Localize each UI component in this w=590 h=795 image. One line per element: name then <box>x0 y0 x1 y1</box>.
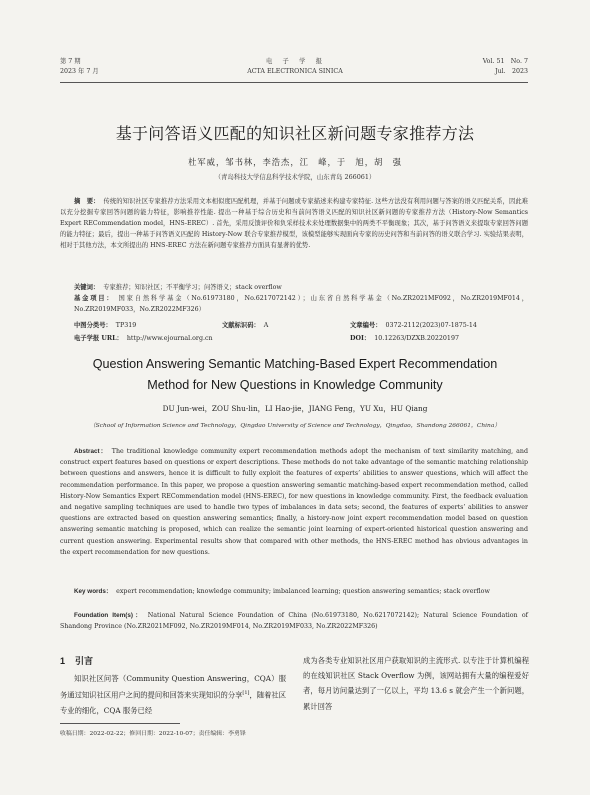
intro-left-text-2: ，随着社区专业的细化，CQA 服务已经 <box>60 690 286 715</box>
article-number <box>350 320 477 329</box>
url-label: 电子学报 URL： <box>74 335 123 342</box>
intro-right-column <box>303 653 529 714</box>
article-no-value: 0372-2112(2023)07-1875-14 <box>385 322 477 329</box>
doi-link[interactable]: 10.12263/DZXB.20220197 <box>374 335 459 342</box>
authors-cn: 杜军威，邹书林，李浩杰，江 峰，于 旭，胡 强 <box>188 157 402 167</box>
doccode-value: A <box>263 322 269 329</box>
citation-1[interactable]: [1] <box>242 690 250 697</box>
authors-en: DU Jun-wei，ZOU Shu-lin，LI Hao-jie，JIANG Feng，YU Xu，HU Qiang <box>162 404 428 413</box>
keywords-cn-text: 专家推荐；知识社区；不平衡学习；问答语义；stack overflow <box>103 284 282 291</box>
document-code <box>222 320 268 329</box>
fund-cn-label: 基金项目： <box>74 295 115 302</box>
footnote-rule <box>60 723 180 724</box>
header-rule <box>60 82 528 83</box>
affiliation-cn: （青岛科技大学信息科学技术学院，山东青岛 266061） <box>214 173 376 181</box>
url-link[interactable]: http://www.ejournal.org.cn <box>126 335 213 342</box>
clc-label: 中图分类号： <box>74 322 112 329</box>
journal-name-cn: 电 子 学 报 <box>265 58 325 65</box>
paper-title-cn: 基于问答语义匹配的知识社区新问题专家推荐方法 <box>115 124 475 143</box>
footnote-dates: 收稿日期：2022-02-22；修回日期：2022-10-07；责任编辑：李勇锋 <box>60 731 246 737</box>
paper-title-en-line1: Question Answering Semantic Matching-Based Expert Recommendation <box>92 357 498 371</box>
abstract-cn-text: 传统的知识社区专家推荐方法采用文本相似度匹配机理，并基于问题或专家描述来构建专家特征. 这些方法没有利用问题与答案的语义匹配关系，因此难以充分挖掘专家回答问题的能力特征，影响推荐性能. 提出一种基于综合历史和当前问答语义匹配的知识社区新问题的专家推荐方法（History-Now Semantics Expert RECommendation model，HNS-EREC）. 首先，采用反馈评价和负采样技术来处理数据集中的两类不平衡现象；其次，基于问答语义来提取专家回答问题的能力特征；最后，提出一种基于问答语义匹配的 History-Now 联合专家推荐模型，该模型能够实现面向专家的历史问答和当前问答的语义联合学习. 实验结果表明，相对于其他方法，本文所提出的 HNS-EREC 方法在新问题专家推荐方面具有显著的优势. <box>60 198 529 249</box>
abstract-cn-label: 摘 要： <box>74 198 100 205</box>
abstract-en-label: Abstract： <box>74 448 108 455</box>
intro-left-text: 知识社区问答（Community Question Answering，CQA）服务通过知识社区用户之间的提问和回答来实现知识的分享 <box>60 674 286 700</box>
fund-cn <box>74 294 528 316</box>
paper-title-en <box>0 354 590 396</box>
journal-url <box>74 333 213 342</box>
issue-date-en: Jul. 2023 <box>495 68 528 75</box>
section-title: 引言 <box>75 656 94 666</box>
keywords-cn-label: 关键词： <box>74 284 100 291</box>
fund-en <box>60 610 528 632</box>
fund-en-text: National Natural Science Foundation of China (No.61973180, No.6217072142); Natural Science Foundation of Shandong Province (No.ZR2021MF092, No.ZR2019MF014, No.ZR2019MF033, No.ZR2022MF326) <box>60 612 528 631</box>
clc-value: TP319 <box>115 322 137 329</box>
paper-title-en-line2: Method for New Questions in Knowledge Community <box>147 378 443 392</box>
running-header-right <box>483 57 528 77</box>
abstract-en <box>60 446 528 558</box>
issue-date: 2023 年 7 月 <box>60 68 99 75</box>
section-number: 1 <box>60 656 66 666</box>
affiliation-en: （School of Information Science and Technology，Qingdao University of Science and Technology，Qingdao，Shandong 266061，China） <box>89 423 501 429</box>
article-no-label: 文章编号： <box>350 322 382 329</box>
clc-number <box>74 320 136 329</box>
abstract-cn <box>60 197 528 252</box>
keywords-en <box>60 586 528 597</box>
keywords-cn <box>74 283 282 294</box>
doi-label: DOI： <box>350 335 371 342</box>
doccode-label: 文献标识码： <box>222 322 260 329</box>
intro-left-column <box>60 671 286 718</box>
abstract-en-text: The traditional knowledge community expert recommendation methods adopt the mechanism of text similarity matching, and construct expert features based on questions or expert descriptions. These methods do not take advantage of the semantic matching relationship between questions and answers, hence it is difficult to fully exploit the features of experts’ abilities to answer questions, which will affect the recommendation performance. In this paper, we propose a question answering semantic matching-based expert recommendation method, called History-Now Semantics Expert RECommendation model (HNS-EREC), for new questions in knowledge community. First, the feedback evaluation and negative sampling techniques are used to handle two types of imbalances in data sets; second, the features of experts’ abilities to answer questions are extracted based on question answering semantics; finally, a history-now joint expert recommendation model based on question answering semantic matching is proposed, which can realize the semantic joint learning of expert-oriented historical question answering and current question answering. Experimental results show that compared with other methods, the HNS-EREC method has obvious advantages in the expert recommendation for new questions. <box>60 448 528 556</box>
journal-name-en: ACTA ELECTRONICA SINICA <box>247 68 343 75</box>
section-heading-intro <box>60 654 93 667</box>
doi <box>350 333 459 342</box>
issue-number: 第 7 期 <box>60 58 81 65</box>
keywords-en-text: expert recommendation; knowledge community; imbalanced learning; question answering semantics; stack overflow <box>116 588 490 595</box>
keywords-en-label: Key words： <box>74 588 113 595</box>
volume-number: Vol. 51 No. 7 <box>482 58 528 65</box>
fund-en-label: Foundation Item(s)： <box>74 612 144 619</box>
fund-cn-text: 国家自然科学基金（No.61973180，No.6217072142）；山东省自然科学基金（No.ZR2021MF092，No.ZR2019MF014，No.ZR2019MF033，No.ZR2022MF326） <box>74 295 529 313</box>
intro-right-text: 成为各类专业知识社区用户获取知识的主流形式. 以专注于计算机编程的在线知识社区 Stack Overflow 为例，该网站拥有大量的编程爱好者，每月访问量达到了一亿以上，平均 13.6 s 就会产生一个新问题，累计回答 <box>303 656 529 711</box>
